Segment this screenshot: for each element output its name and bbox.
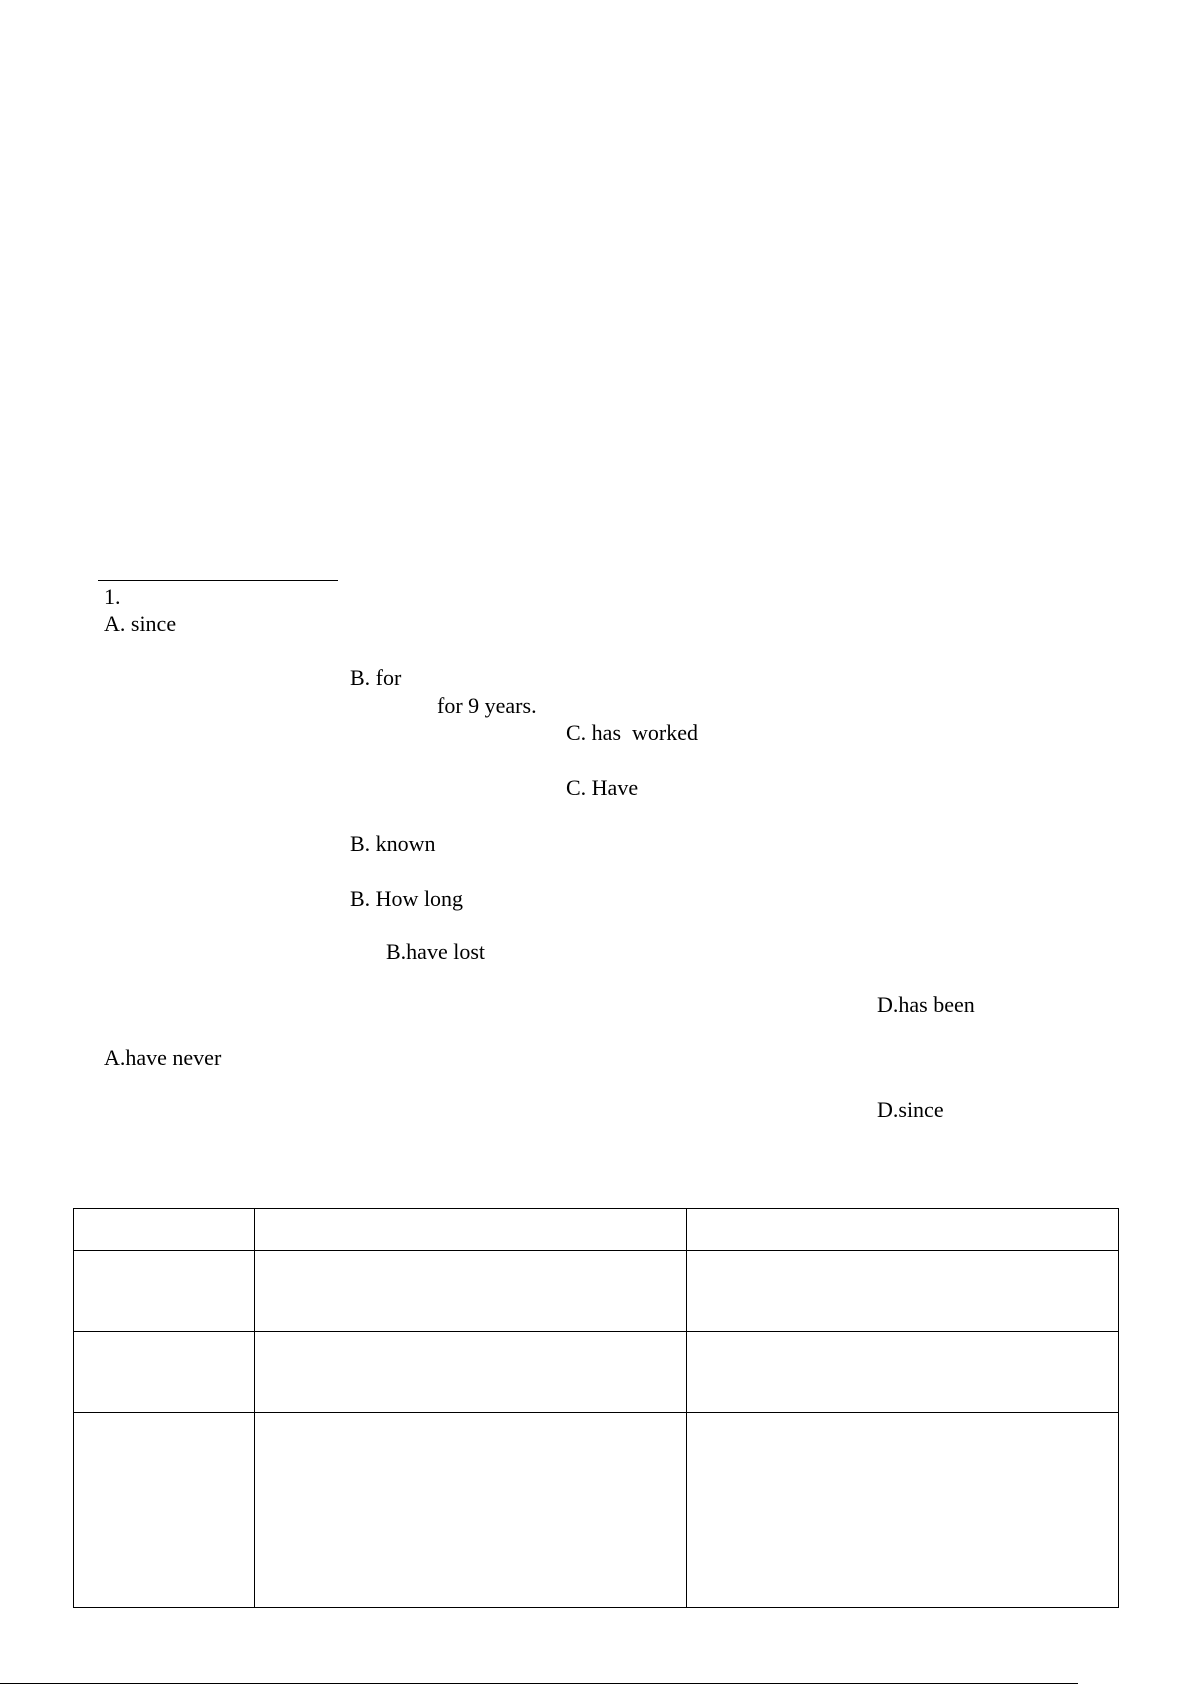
table-cell bbox=[687, 1332, 1119, 1413]
table-cell bbox=[255, 1209, 687, 1251]
table-cell bbox=[74, 1209, 255, 1251]
table-cell bbox=[74, 1332, 255, 1413]
option-text: B. for bbox=[350, 665, 402, 690]
option-text: C. Have bbox=[566, 775, 639, 800]
option-text: A.have never bbox=[104, 1045, 222, 1070]
table-row bbox=[74, 1251, 1119, 1332]
option-text: A. since bbox=[104, 611, 177, 636]
table-cell bbox=[687, 1251, 1119, 1332]
question-text: for 9 years. bbox=[437, 693, 537, 718]
footer-divider bbox=[0, 1683, 1078, 1684]
table-row bbox=[74, 1413, 1119, 1608]
option-text: B.have lost bbox=[386, 939, 485, 964]
option-text: C. has worked bbox=[566, 720, 698, 745]
answer-table bbox=[73, 1208, 1119, 1608]
table-cell bbox=[74, 1413, 255, 1608]
option-text: B. known bbox=[350, 831, 436, 856]
table-cell bbox=[74, 1251, 255, 1332]
table-cell bbox=[687, 1209, 1119, 1251]
option-text: D.since bbox=[877, 1097, 944, 1122]
section-divider bbox=[98, 580, 338, 581]
table-cell bbox=[255, 1332, 687, 1413]
table-cell bbox=[687, 1413, 1119, 1608]
question-number: 1. bbox=[104, 584, 121, 609]
table-cell bbox=[255, 1413, 687, 1608]
table-row bbox=[74, 1332, 1119, 1413]
option-text: B. How long bbox=[350, 886, 464, 911]
table-cell bbox=[255, 1251, 687, 1332]
table-row bbox=[74, 1209, 1119, 1251]
option-text: D.has been bbox=[877, 992, 975, 1017]
